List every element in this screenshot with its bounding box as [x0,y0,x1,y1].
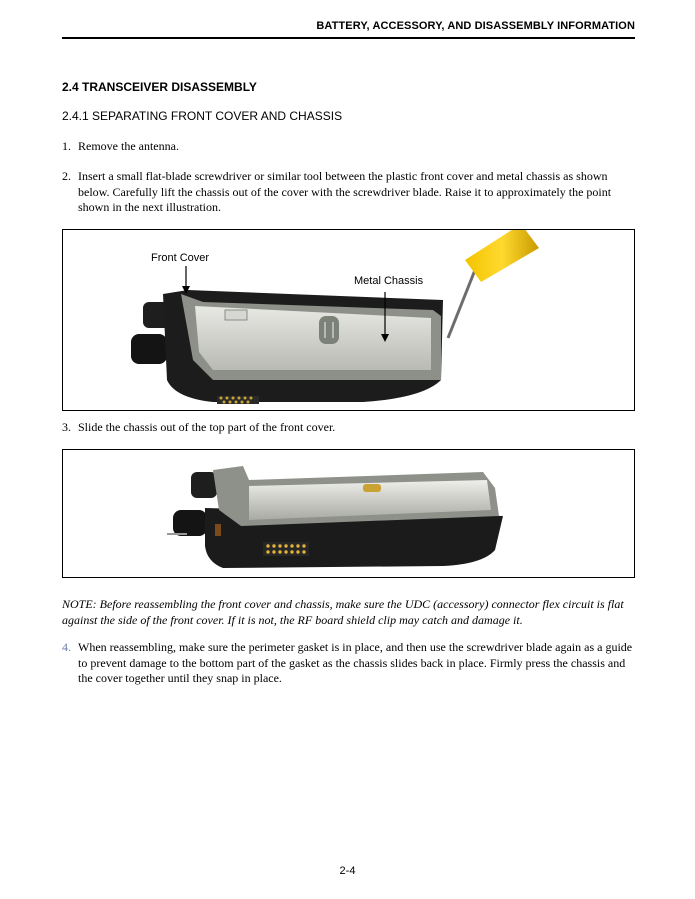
radio-illustration-1 [63,230,634,410]
page-number: 2-4 [339,865,356,877]
section-title: 2.4 TRANSCEIVER DISASSEMBLY [62,80,257,94]
chassis-grip [319,316,339,344]
screwdriver-handle [465,230,539,282]
channel-knob [173,510,207,536]
accessory-connector [263,542,309,556]
step-number: 3. [62,420,71,434]
subsection-title: 2.4.1 SEPARATING FRONT COVER AND CHASSIS [62,109,343,123]
step-3 [62,420,637,436]
volume-knob [191,472,217,498]
page-header-title: BATTERY, ACCESSORY, AND DISASSEMBLY INFORMATION [316,20,635,32]
step-text: Remove the antenna. [78,139,179,153]
step-number: 1. [62,139,71,153]
step-number: 2. [62,169,71,183]
step-2 [62,169,637,216]
figure-chassis-slide-out [62,449,635,578]
chassis-latch [363,484,381,492]
step-text: Slide the chassis out of the top part of the front cover. [78,420,336,434]
figure-chassis-separation [62,229,635,411]
screwdriver-shaft [448,270,475,338]
label-front-cover: Front Cover [151,252,210,264]
channel-knob [131,334,167,364]
reassembly-note: NOTE: Before reassembling the front cover and chassis, make sure the UDC (accessory) connector flex circuit is flat against the side of the front cover. If it is not, the RF board shield clip may catch and damage it. [62,597,624,627]
step-number: 4. [62,640,71,654]
step-text: When reassembling, make sure the perimeter gasket is in place, and then use the screwdriver blade again as a guide to prevent damage to the bottom part of the gasket as the chassis slides back in place. Firmly press the chassis and the cover together until they snap in place. [78,640,633,685]
step-4 [62,640,637,687]
label-metal-chassis: Metal Chassis [354,275,424,287]
step-text: Insert a small flat-blade screwdriver or similar tool between the plastic front cover and metal chassis as shown below. Carefully lift the chassis out of the cover with the screwdriver blade. Raise it to approximately the point shown in the next illustration. [78,169,612,214]
header-rule [62,37,635,39]
radio-illustration-2 [63,450,634,577]
step-1 [62,139,637,155]
